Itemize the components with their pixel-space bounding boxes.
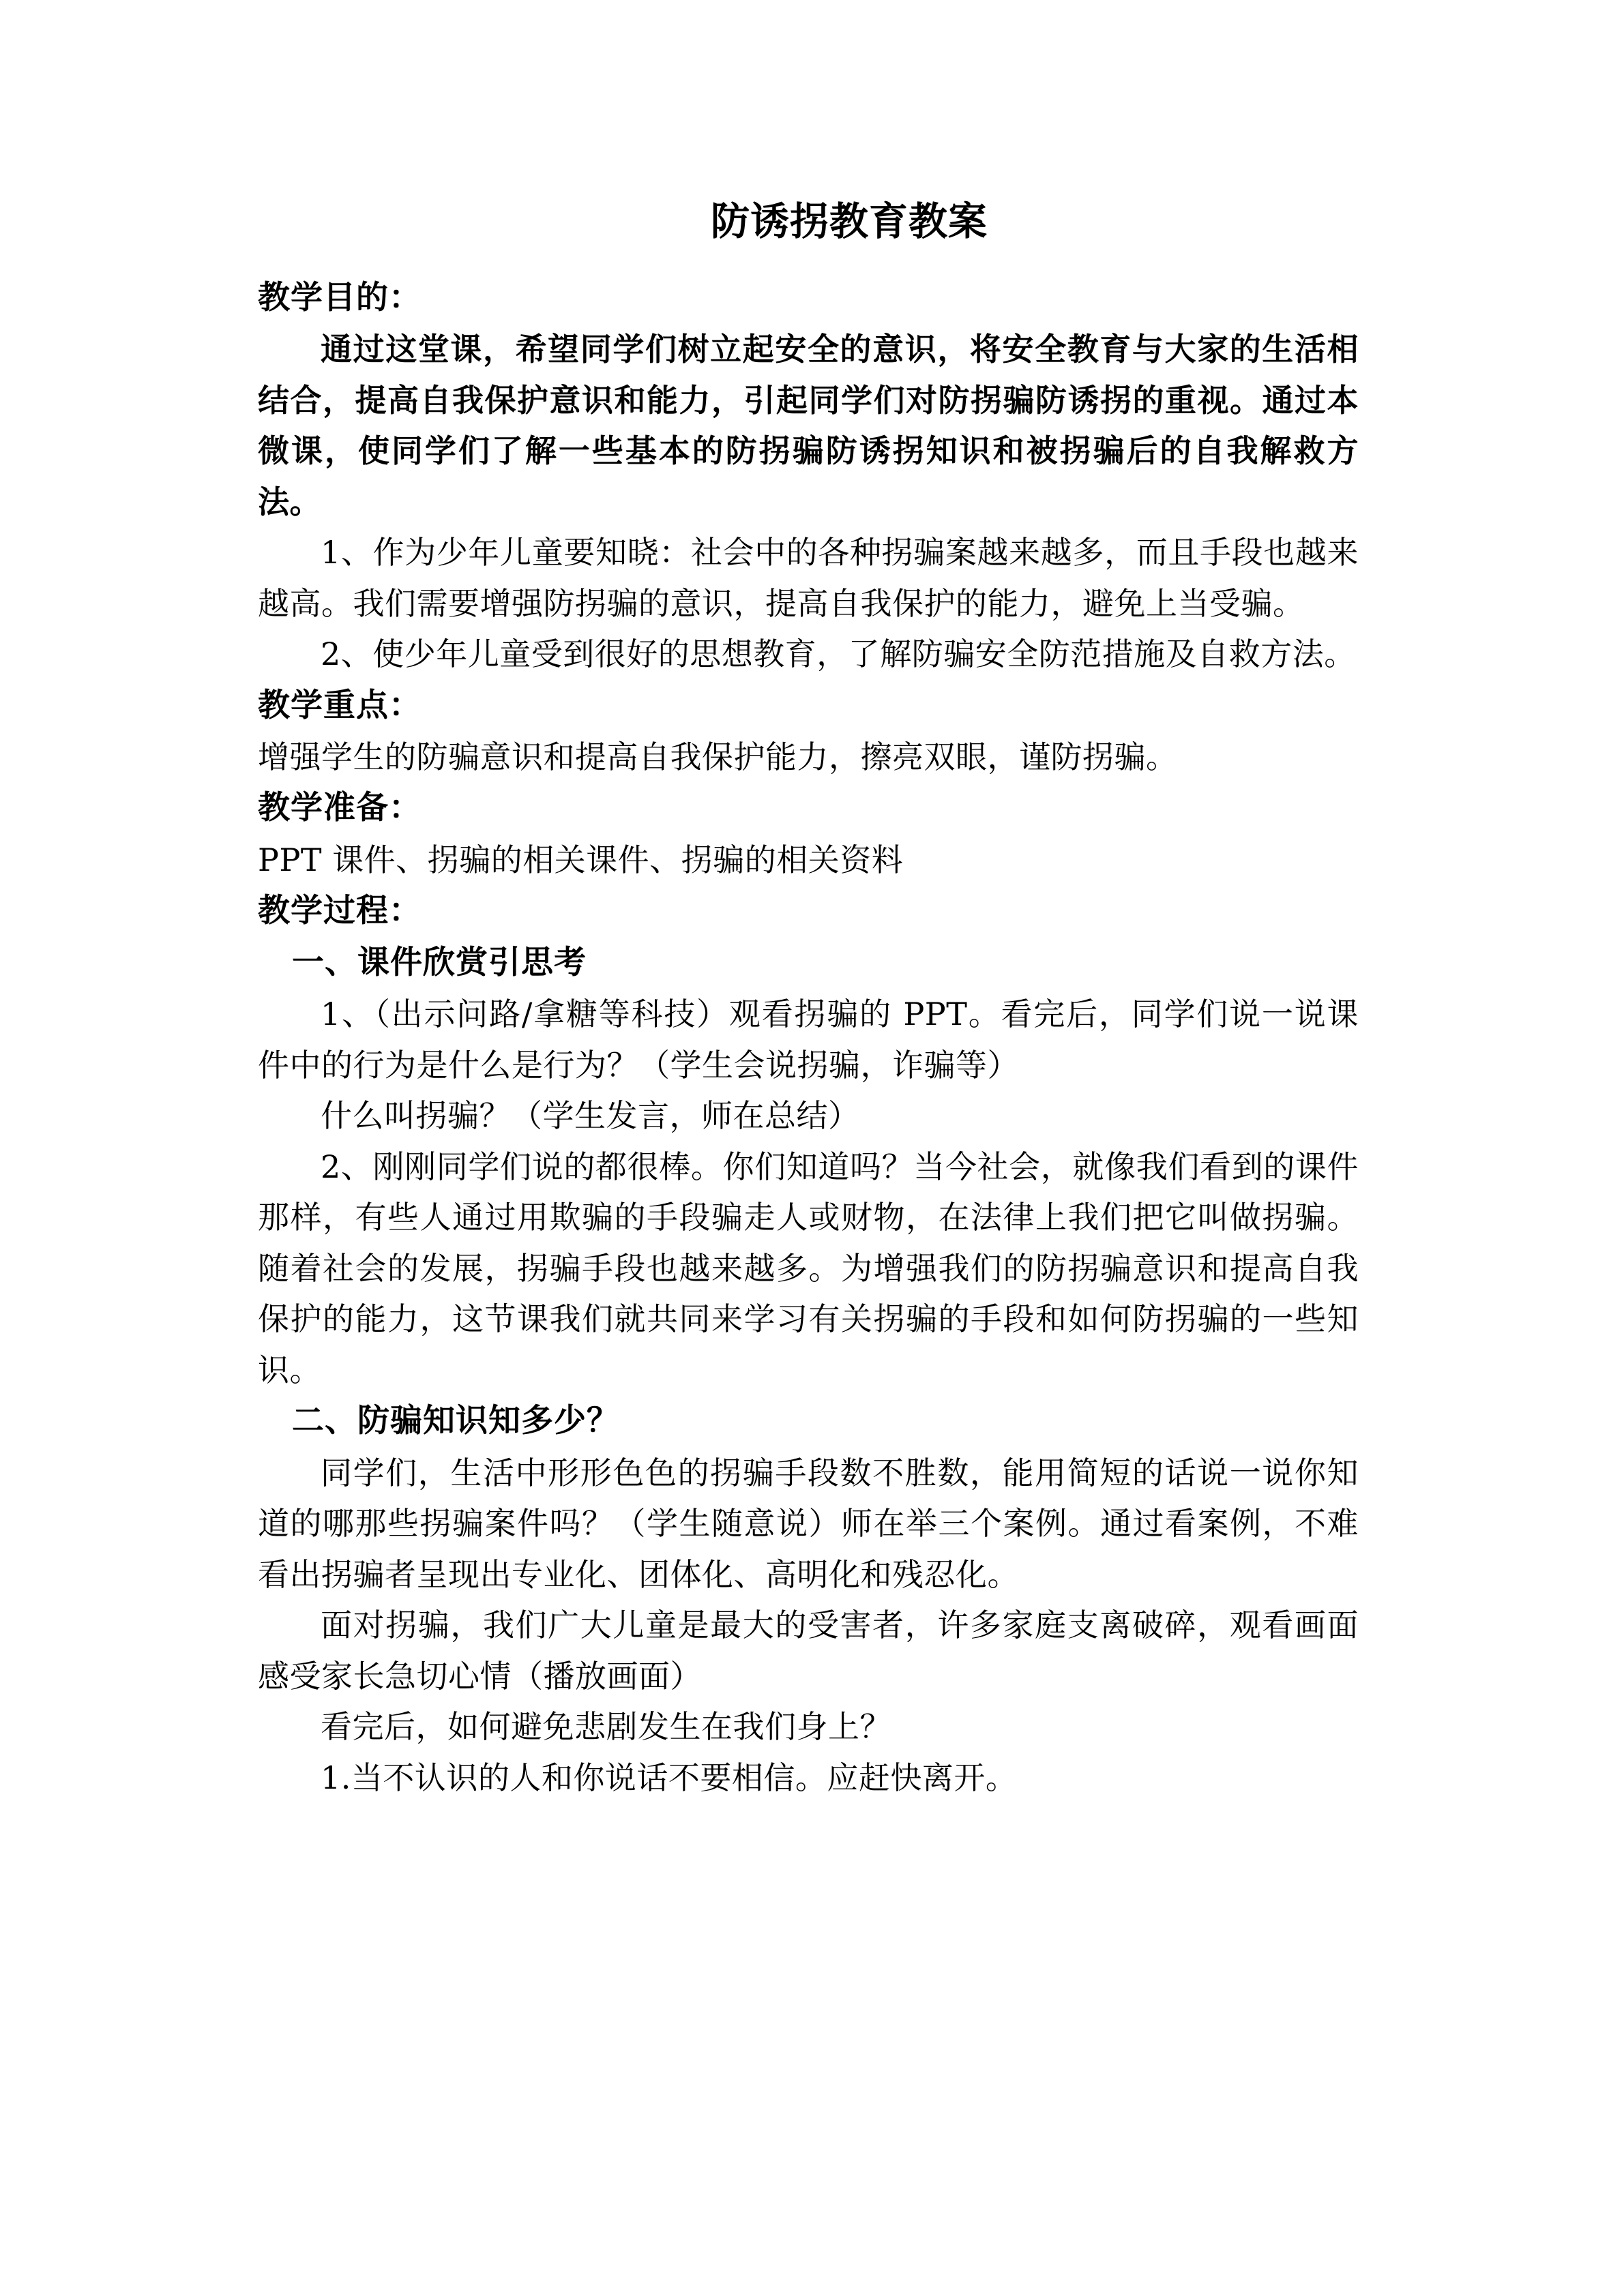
- paragraph-antifraud-victims: 面对拐骗，我们广大儿童是最大的受害者，许多家庭支离破碎，观看画面感受家长急切心情（播放画面）: [258, 1607, 1359, 1695]
- section-heading-teaching-focus: 教学重点：: [258, 686, 422, 724]
- page-title: 防诱拐教育教案: [711, 198, 988, 244]
- paragraph-antifraud-question: 看完后，如何避免悲剧发生在我们身上？: [321, 1708, 891, 1746]
- paragraph-courseware-item-1: 1、（出示问路/拿糖等科技）观看拐骗的 PPT。看完后，同学们说一说课件中的行为是什么是行为？（学生会说拐骗，诈骗等）: [258, 996, 1359, 1084]
- paragraph-antifraud-cases: 同学们，生活中形形色色的拐骗手段数不胜数，能用简短的话说一说你知道的哪那些拐骗案件吗？（学生随意说）师在举三个案例。通过看案例，不难看出拐骗者呈现出专业化、团体化、高明化和残忍化。: [258, 1454, 1359, 1593]
- section-heading-teaching-purpose: 教学目的：: [258, 279, 422, 316]
- paragraph-purpose-item-2: 2、使少年儿童受到很好的思想教育，了解防骗安全防范措施及自救方法。: [321, 636, 1356, 673]
- section-heading-antifraud-knowledge: 二、防骗知识知多少？: [292, 1402, 619, 1440]
- section-heading-teaching-process: 教学过程：: [258, 892, 422, 930]
- paragraph-preparation-body: PPT 课件、拐骗的相关课件、拐骗的相关资料: [258, 841, 904, 878]
- paragraph-antifraud-tip-1: 1.当不认识的人和你说话不要相信。应赶快离开。: [321, 1759, 1018, 1796]
- section-heading-courseware-appreciation: 一、课件欣赏引思考: [292, 944, 587, 982]
- section-heading-teaching-preparation: 教学准备：: [258, 789, 422, 827]
- paragraph-focus-body: 增强学生的防骗意识和提高自我保护能力，擦亮双眼，谨防拐骗。: [258, 738, 1178, 775]
- paragraph-purpose-intro: 通过这堂课，希望同学们树立起安全的意识，将安全教育与大家的生活相结合，提高自我保护意识和能力，引起同学们对防拐骗防诱拐的重视。通过本微课，使同学们了解一些基本的防拐骗防诱拐知识和被拐骗后的自我解救方法。: [258, 331, 1359, 520]
- paragraph-courseware-question: 什么叫拐骗？（学生发言，师在总结）: [321, 1097, 860, 1135]
- paragraph-courseware-item-2: 2、刚刚同学们说的都很棒。你们知道吗？当今社会，就像我们看到的课件那样，有些人通过用欺骗的手段骗走人或财物，在法律上我们把它叫做拐骗。随着社会的发展，拐骗手段也越来越多。为增强我们的防拐骗意识和提高自我保护的能力，这节课我们就共同来学习有关拐骗的手段和如何防拐骗的一些知识。: [258, 1148, 1359, 1388]
- paragraph-purpose-item-1: 1、作为少年儿童要知晓：社会中的各种拐骗案越来越多，而且手段也越来越高。我们需要增强防拐骗的意识，提高自我保护的能力，避免上当受骗。: [258, 534, 1359, 622]
